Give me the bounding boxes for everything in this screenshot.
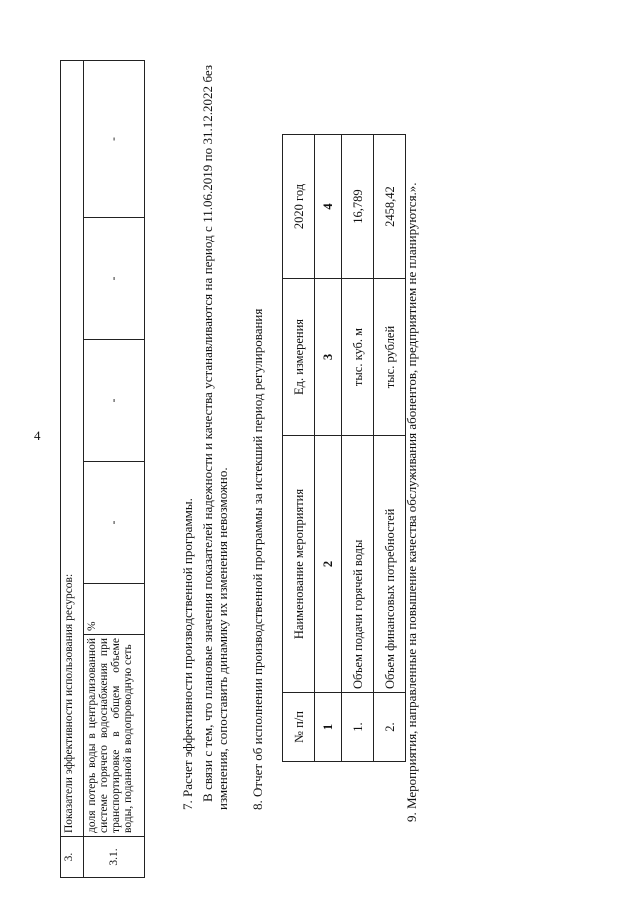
table-row [84, 61, 145, 878]
row-number: 3.1. [84, 837, 145, 878]
column-number: 1 [315, 693, 342, 762]
unit-cell: тыс. куб. м [342, 279, 374, 436]
efficiency-table [60, 60, 145, 878]
column-header: 2020 год [283, 135, 315, 279]
column-header: Наименование мероприятия [283, 436, 315, 693]
value-cell: 16,789 [342, 135, 374, 279]
column-number: 3 [315, 279, 342, 436]
row-number: 2. [374, 693, 406, 762]
column-header: Ед. измерения [283, 279, 315, 436]
rotated-page-content [60, 60, 490, 880]
value-cell: - [84, 462, 145, 584]
unit-cell: тыс. рублей [374, 279, 406, 436]
activity-name: Объем подачи горячей воды [342, 436, 374, 693]
section-7-heading: 7. Расчет эффективности производственной программы. [180, 498, 195, 810]
row-number: 1. [342, 693, 374, 762]
table-number-row [315, 135, 342, 762]
column-number: 2 [315, 436, 342, 693]
unit-cell: % [84, 584, 145, 635]
value-cell: - [84, 61, 145, 218]
section-8-heading: 8. Отчет об исполнении производственной программы за истекший период регулирования [250, 308, 265, 810]
column-header: № п/п [283, 693, 315, 762]
value-cell: - [84, 340, 145, 462]
table-row [374, 135, 406, 762]
row-text: Показатели эффективности использования ресурсов: [61, 61, 84, 837]
value-cell: - [84, 218, 145, 340]
table-row [342, 135, 374, 762]
page-number: 4 [34, 428, 41, 443]
column-number: 4 [315, 135, 342, 279]
section-7-text: В связи с тем, что плановые значения показателей надежности и качества устанавливаются на период с 11.06.2019 по 31.12.2022 без изменения, сопоставить динамику их изменения невозможно. [200, 65, 230, 810]
table-row [61, 61, 84, 878]
row-text: доля потерь воды в централизованной системе горячего водоснабжения при транспортировке в общем объеме воды, поданной в водопроводную сеть [84, 635, 145, 837]
row-number: 3. [61, 837, 84, 878]
activity-name: Объем финансовых потребностей [374, 436, 406, 693]
section-9-text: 9. Мероприятия, направленные на повышение качества обслуживания абонентов, предприятием не планируются.». [404, 182, 419, 822]
program-report-table [282, 134, 406, 762]
table-header-row [283, 135, 315, 762]
value-cell: 2458,42 [374, 135, 406, 279]
